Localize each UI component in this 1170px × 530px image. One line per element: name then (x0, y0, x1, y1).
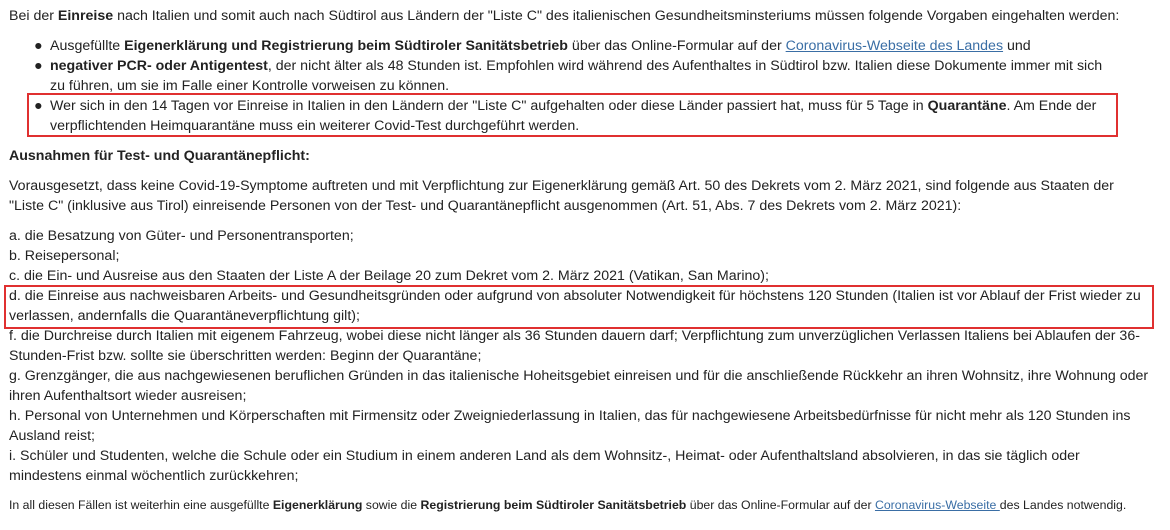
requirement-item-declaration (30, 36, 1120, 56)
bullet-dot-icon: ● (34, 98, 43, 114)
footer-text: In all diesen Fällen ist weiterhin eine ausgefüllte (9, 498, 273, 512)
footer-note (9, 497, 1126, 513)
coronavirus-website-link[interactable]: Coronavirus-Webseite des Landes (785, 38, 1004, 54)
exceptions-list (9, 226, 1154, 486)
intro-bold-einreise: Einreise (57, 8, 114, 24)
requirement-text: Wer sich in den 14 Tagen vor Einreise in Italien in den Ländern der "Liste C" aufgehalten oder diese Länder passiert hat, muss für 5 Tage in (50, 98, 928, 114)
exception-item: c. die Ein- und Ausreise aus den Staaten der Liste A der Beilage 20 zum Dekret vom 2. März 2021 (Vatikan, San Marino); (9, 268, 769, 284)
requirement-item-test (30, 56, 1120, 96)
footer-bold: Registrierung beim Südtiroler Sanitätsbetrieb (420, 498, 687, 512)
exception-item: i. Schüler und Studenten, welche die Schule oder ein Studium in einem anderen Land als dem Wohnsitz-, Heimat- oder Aufenthaltsland absolvieren, in das sie täglich oder mindestens einmal wöchentlich zurückkehren; (9, 448, 1080, 484)
footer-text: über das Online-Formular auf der (686, 498, 875, 512)
exception-item: g. Grenzgänger, die aus nachgewiesenen beruflichen Gründen in das italienische Hoheitsgebiet einreisen und für die anschließende Rückkehr an ihren Wohnsitz, ihre Wohnung oder ihren Aufenthaltsort wieder ausreisen; (9, 368, 1149, 404)
footer-text: sowie die (362, 498, 421, 512)
bullet-dot-icon: ● (34, 58, 43, 74)
requirement-bold: Eigenerklärung und Registrierung beim Südtiroler Sanitätsbetrieb (124, 38, 568, 54)
requirements-list (30, 36, 1120, 136)
requirement-text: , der nicht älter als 48 Stunden ist. Empfohlen wird während des Aufenthaltes in Südtirol bzw. Italien diese Dokumente immer mit sich zu führen, um sie im Falle einer Kontrolle vorweisen zu können. (50, 58, 1103, 94)
footer-bold: Eigenerklärung (272, 498, 363, 512)
requirement-bold: Quarantäne (927, 98, 1007, 114)
footer-coronavirus-website-link[interactable]: Coronavirus-Webseite (874, 498, 1000, 512)
exception-item: b. Reisepersonal; (9, 248, 120, 264)
requirement-text: über das Online-Formular auf der (567, 38, 786, 54)
exception-item: d. die Einreise aus nachweisbaren Arbeits- und Gesundheitsgründen oder aufgrund von absoluter Notwendigkeit für höchstens 120 Stunden (Italien ist vor Ablauf der Frist wieder zu verlassen, andernfalls die Quarantäneverpflichtung gilt); (9, 288, 1141, 324)
exception-item: f. die Durchreise durch Italien mit eigenem Fahrzeug, wobei diese nicht länger als 36 Stunden dauern darf; Verpflichtung zum unverzüglichen Verlassen Italiens bei Ablaufen der 36-Stunden-Frist bzw. sollte sie überschritten werden: Beginn der Quarantäne; (9, 328, 1140, 364)
intro-text (9, 6, 1119, 26)
footer-text: des Landes notwendig. (999, 498, 1127, 512)
exception-item: a. die Besatzung von Güter- und Personentransporten; (9, 228, 354, 244)
requirement-bold: negativer PCR- oder Antigentest (50, 58, 268, 74)
requirement-text: . Am Ende der verpflichtenden Heimquarantäne muss ein weiterer Covid-Test durchgeführt werden. (50, 98, 1097, 134)
requirement-text: und (1003, 38, 1031, 54)
bullet-dot-icon: ● (34, 38, 43, 54)
requirement-item-quarantine (30, 96, 1120, 136)
exceptions-heading: Ausnahmen für Test- und Quarantänepflicht: (9, 148, 310, 164)
exception-item: h. Personal von Unternehmen und Körperschaften mit Firmensitz oder Zweigniederlassung in Italien, das für nachgewiesene Arbeitsbedürfnisse für nicht mehr als 120 Stunden ins Ausland reist; (9, 408, 1131, 444)
exceptions-paragraph: Vorausgesetzt, dass keine Covid-19-Symptome auftreten und mit Verpflichtung zur Eigenerklärung gemäß Art. 50 des Dekrets vom 2. März 2021, sind folgende aus Staaten der "Liste C" (inklusive aus Tirol) einreisende Personen von der Test- und Quarantänepflicht ausgenommen (Art. 51, Abs. 7 des Dekrets vom 2. März 2021): (9, 178, 1114, 214)
requirement-text: Ausgefüllte (50, 38, 125, 54)
intro-text-part: nach Italien und somit auch nach Südtirol aus Ländern der "Liste C" des italienischen Gesundheitsminsteriums müssen folgende Vorgaben eingehalten werden: (113, 8, 1120, 24)
intro-text-part: Bei der (9, 8, 58, 24)
